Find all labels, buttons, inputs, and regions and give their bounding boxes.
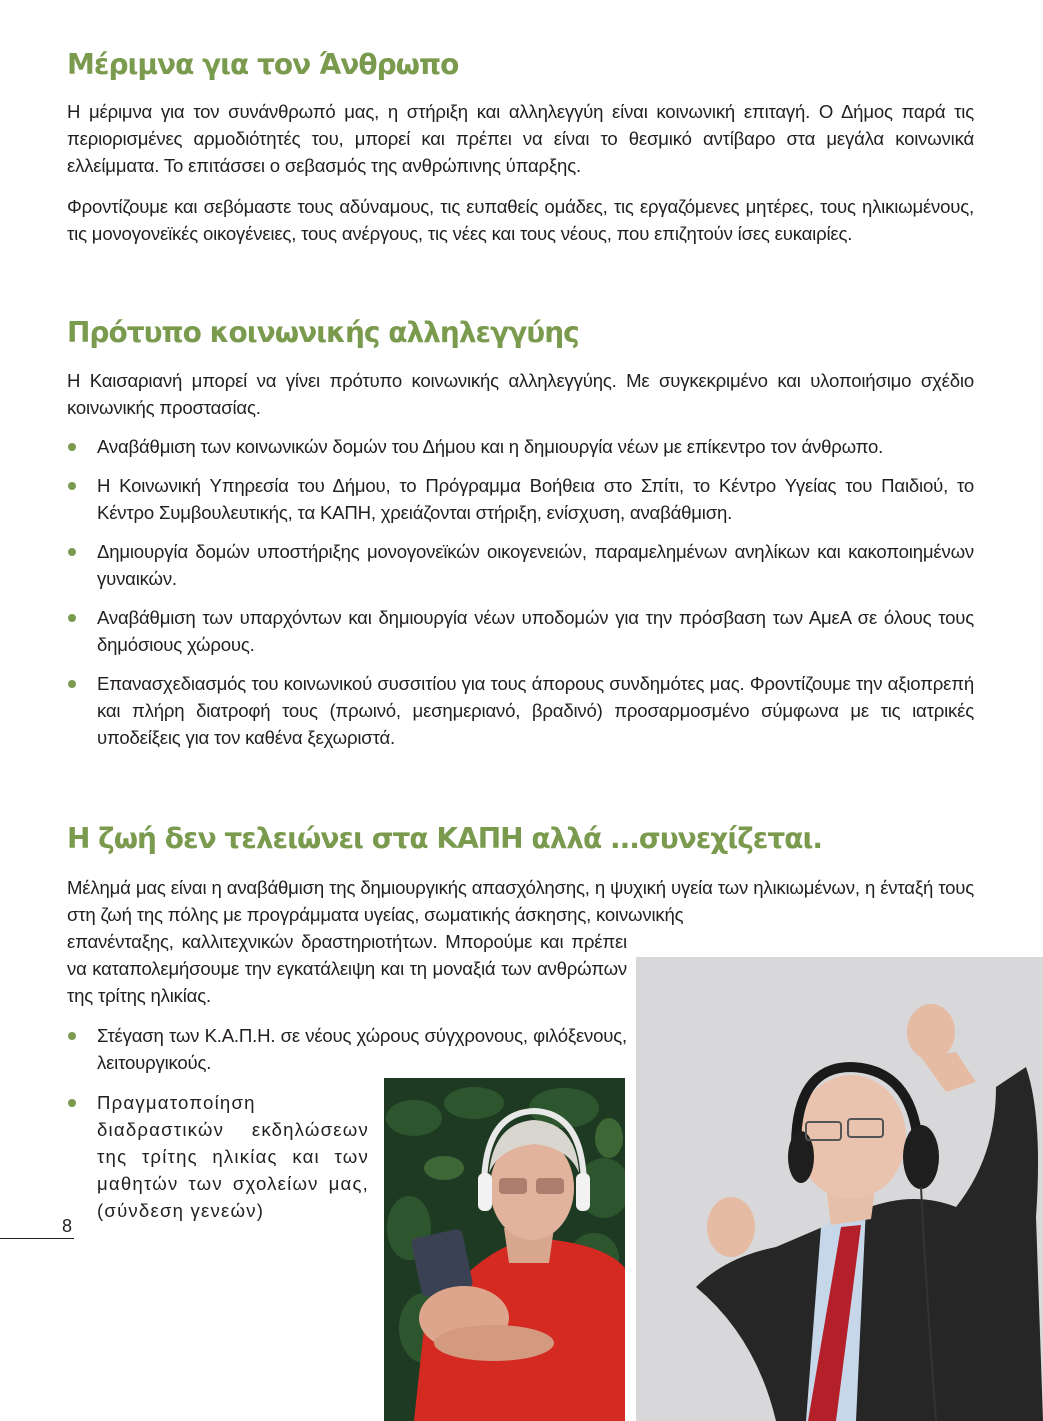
list-item: Αναβάθμιση των κοινωνικών δομών του Δήμου και η δημιουργία νέων με επίκεντρο τον άνθρωπο. bbox=[67, 433, 974, 460]
paragraph: Μέλημά μας είναι η αναβάθμιση της δημιουργικής απασχόλησης, η ψυχική υγεία των ηλικιωμένων, η ένταξή τους στη ζωή της πόλης με προγράμματα υγείας, σωματικής άσκησης, κοινωνικής bbox=[67, 877, 974, 925]
bullet-icon bbox=[68, 614, 76, 622]
paragraph: Η μέριμνα για τον συνάνθρωπό μας, η στήριξη και αλληλεγγύη είναι κοινωνική επιταγή. Ο Δήμος παρά τις περιορισμένες αρμοδιότητές του, μπορεί και πρέπει να είναι το θεσμικό αντίβαρο στα μεγάλα κοινωνικά ελλείμματα. Το επιτάσσει ο σεβασμός της ανθρώπινης ύπαρξης. bbox=[67, 101, 974, 176]
page-number: 8 bbox=[0, 1214, 74, 1239]
section-heading-kapi: Η ζωή δεν τελειώνει στα ΚΑΠΗ αλλά ...συνεχίζεται. bbox=[67, 822, 823, 855]
bullet-icon bbox=[68, 443, 76, 451]
bullet-list-kapi-2 bbox=[67, 1089, 369, 1236]
list-item: Πραγματοποίηση διαδραστικών εκδηλώσεων της τρίτης ηλικίας και των μαθητών των σχολείων μας, (σύνδεση γενεών) bbox=[67, 1089, 369, 1224]
paragraph: επανένταξης, καλλιτεχνικών δραστηριοτήτων. Μπορούμε και πρέπει να καταπολεμήσουμε την εγκατάλειψη και τη μοναξιά των ανθρώπων της τρίτης ηλικίας. bbox=[67, 931, 627, 1006]
paragraph: Η Καισαριανή μπορεί να γίνει πρότυπο κοινωνικής αλληλεγγύης. Με συγκεκριμένο και υλοποιήσιμο σχέδιο κοινωνικής προστασίας. bbox=[67, 370, 974, 418]
list-item: Η Κοινωνική Υπηρεσία του Δήμου, το Πρόγραμμα Βοήθεια στο Σπίτι, το Κέντρο Υγείας του Παιδιού, το Κέντρο Συμβουλευτικής, τα ΚΑΠΗ, χρειάζονται στήριξη, ενίσχυση, αναβάθμιση. bbox=[67, 472, 974, 526]
bullet-list-solidarity bbox=[67, 433, 974, 763]
photo-elderly-woman bbox=[384, 1078, 625, 1421]
bullet-icon bbox=[68, 1099, 76, 1107]
section-heading-solidarity: Πρότυπο κοινωνικής αλληλεγγύης bbox=[67, 316, 579, 349]
list-item: Δημιουργία δομών υποστήριξης μονογονεϊκών οικογενειών, παραμελημένων ανηλίκων και κακοποιημένων γυναικών. bbox=[67, 538, 974, 592]
bullet-icon bbox=[68, 482, 76, 490]
paragraph: Φροντίζουμε και σεβόμαστε τους αδύναμους, τις ευπαθείς ομάδες, τις εργαζόμενες μητέρες, τους ηλικιωμένους, τις μονογονεϊκές οικογένειες, τους ανέργους, τις νέες και τους νέους, που επιζητούν ίσες ευκαιρίες. bbox=[67, 196, 974, 244]
list-item: Επανασχεδιασμός του κοινωνικού συσσιτίου για τους άπορους συνδημότες μας. Φροντίζουμε την αξιοπρεπή και πλήρη διατροφή τους (πρωινό, μεσημεριανό, βραδινό) προσαρμοσμένο σύμφωνα με τις ιατρικές υποδείξεις για τον καθένα ξεχωριστά. bbox=[67, 670, 974, 751]
list-item: Στέγαση των Κ.Α.Π.Η. σε νέους χώρους σύγχρονους, φιλόξενους, λειτουργικούς. bbox=[67, 1022, 627, 1076]
bullet-icon bbox=[68, 1032, 76, 1040]
section-heading-care: Μέριμνα για τον Άνθρωπο bbox=[67, 48, 459, 81]
bullet-icon bbox=[68, 548, 76, 556]
photo-elderly-man bbox=[636, 957, 1043, 1421]
bullet-icon bbox=[68, 680, 76, 688]
list-item: Αναβάθμιση των υπαρχόντων και δημιουργία νέων υποδομών για την πρόσβαση των ΑμεΑ σε όλους τους δημόσιους χώρους. bbox=[67, 604, 974, 658]
